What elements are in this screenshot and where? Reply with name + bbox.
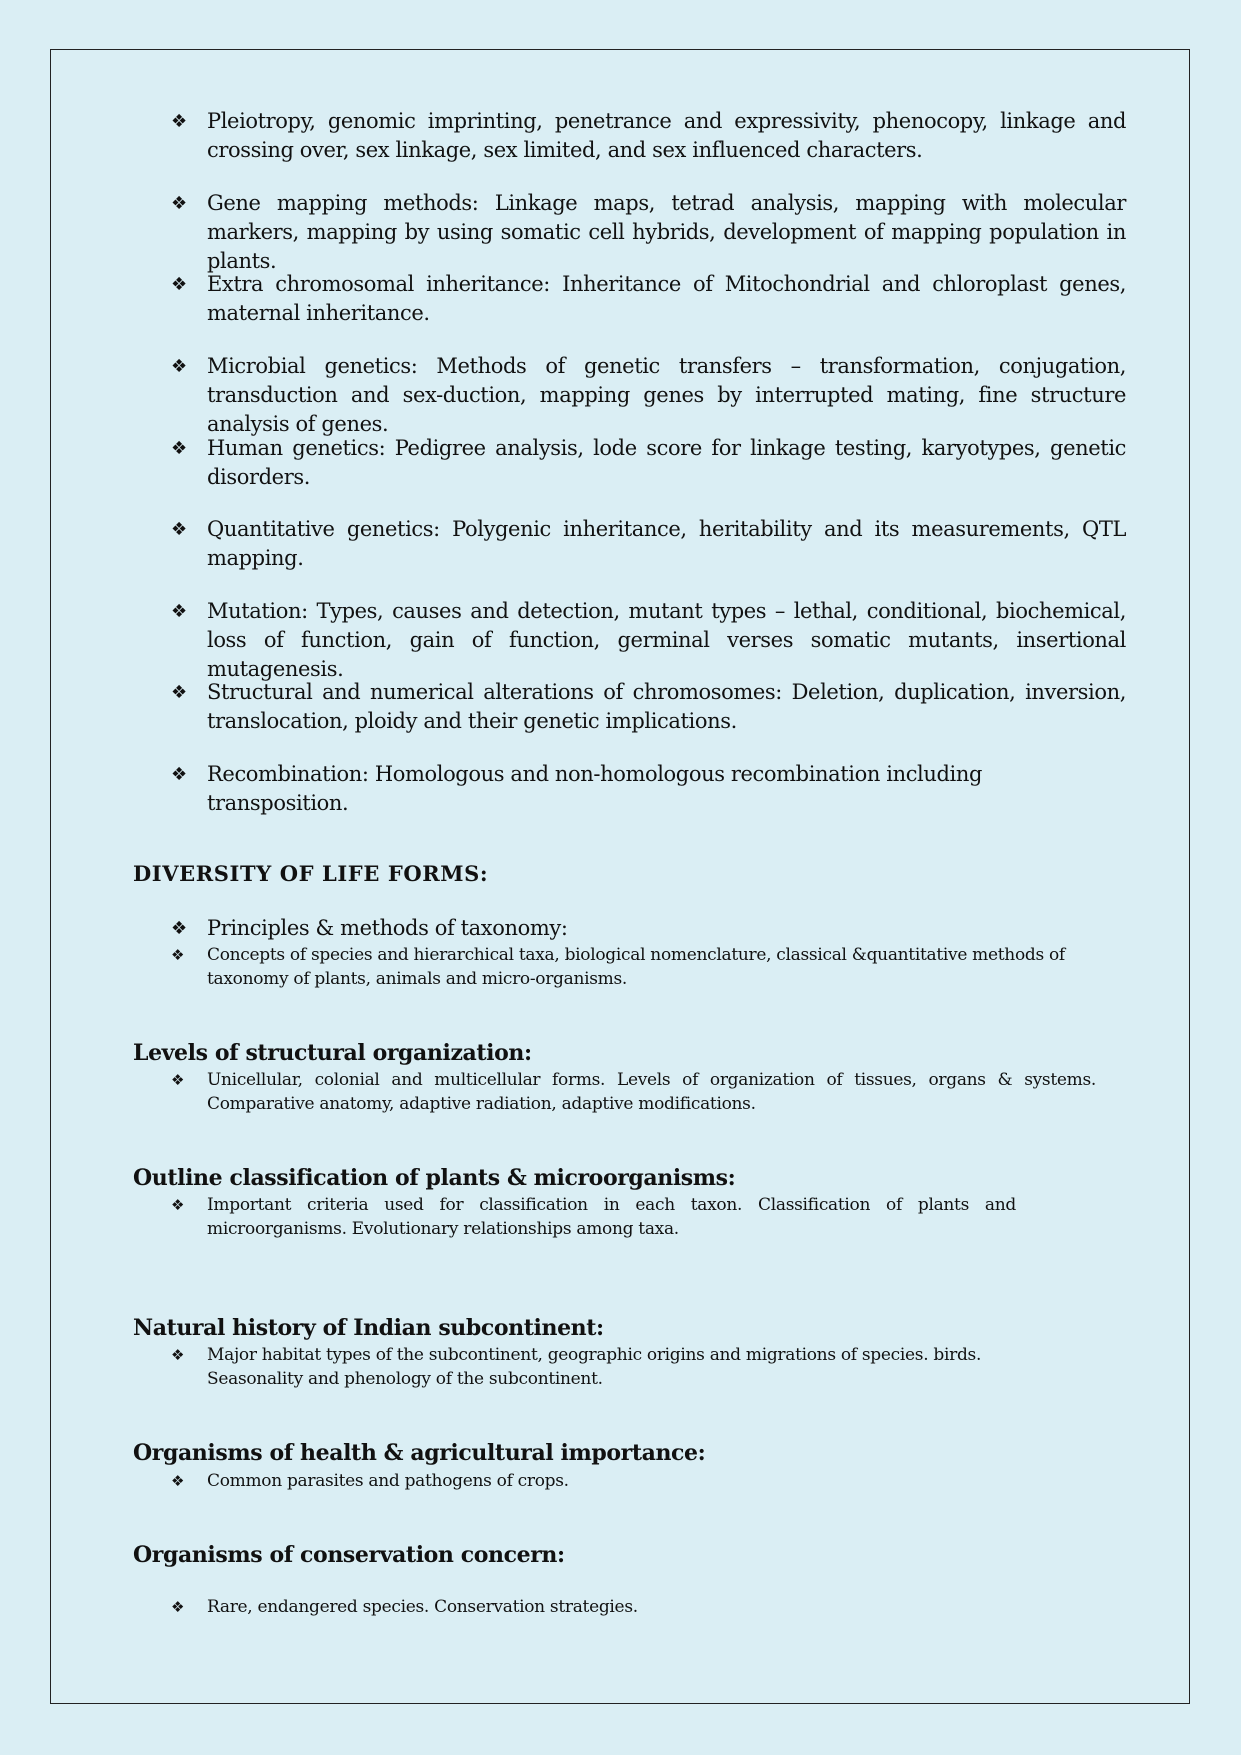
list-item-text: Extra chromosomal inheritance: Inheritance of Mitochondrial and chloroplast genes, maternal inheritance.	[207, 272, 1126, 325]
list-item-extra-chromosomal	[171, 270, 1126, 328]
list-item-text: Major habitat types of the subcontinent, geographic origins and migrations of species. birds. Seasonality and phenology of the subcontinent.	[207, 1345, 982, 1389]
list-item-text: Structural and numerical alterations of chromosomes: Deletion, duplication, inversion, translocation, ploidy and their genetic implications.	[207, 680, 1126, 733]
list-item-gene-mapping	[171, 189, 1126, 276]
list-item-text: Mutation: Types, causes and detection, mutant types – lethal, conditional, biochemical, loss of function, gain of function, germinal verses somatic mutants, insertional mutagenesis.	[207, 599, 1126, 681]
diamond-bullet-icon: ❖	[171, 274, 187, 295]
section-heading-levels: Levels of structural organization:	[133, 1040, 532, 1066]
diamond-bullet-icon: ❖	[171, 918, 187, 939]
list-item-text: Rare, endangered species. Conservation strategies.	[207, 1597, 638, 1617]
list-item-species-concepts	[171, 943, 1071, 991]
diamond-bullet-icon: ❖	[171, 764, 187, 785]
diamond-bullet-icon: ❖	[171, 111, 187, 132]
list-item-text: Recombination: Homologous and non-homologous recombination including transposition.	[207, 762, 983, 815]
diamond-bullet-icon: ❖	[171, 601, 187, 622]
diamond-bullet-icon: ❖	[171, 1071, 185, 1089]
list-item-recombination	[171, 760, 1126, 818]
list-item-text: Concepts of species and hierarchical taxa, biological nomenclature, classical &quantitative methods of taxonomy of plants, animals and micro-organisms.	[207, 945, 1065, 989]
list-item-text: Human genetics: Pedigree analysis, lode score for linkage testing, karyotypes, genetic disorders.	[207, 436, 1126, 489]
list-item-mutation	[171, 597, 1126, 684]
list-item-text: Principles & methods of taxonomy:	[207, 916, 568, 940]
diamond-bullet-icon: ❖	[171, 682, 187, 703]
list-item-endangered-species	[171, 1595, 1071, 1619]
list-item-human-genetics	[171, 434, 1126, 492]
diamond-bullet-icon: ❖	[171, 1598, 185, 1616]
diamond-bullet-icon: ❖	[171, 519, 187, 540]
diamond-bullet-icon: ❖	[171, 356, 187, 377]
diamond-bullet-icon: ❖	[171, 1346, 185, 1364]
list-item-text: Pleiotropy, genomic imprinting, penetrance and expressivity, phenocopy, linkage and crossing over, sex linkage, sex limited, and sex influenced characters.	[207, 109, 1126, 162]
list-item-classification-criteria	[171, 1193, 1016, 1241]
list-item-microbial-genetics	[171, 352, 1126, 439]
list-item-text: Unicellular, colonial and multicellular forms. Levels of organization of tissues, organs & systems. Comparative anatomy, adaptive radiation, adaptive modifications.	[207, 1070, 1096, 1114]
list-item-text: Important criteria used for classification in each taxon. Classification of plants and microorganisms. Evolutionary relationships among taxa.	[207, 1195, 1016, 1239]
list-item-parasites	[171, 1469, 1071, 1493]
list-item-chromosome-alterations	[171, 678, 1126, 736]
list-item-unicellular-forms	[171, 1068, 1096, 1116]
diamond-bullet-icon: ❖	[171, 193, 187, 214]
list-item-text: Microbial genetics: Methods of genetic transfers – transformation, conjugation, transduction and sex-duction, mapping genes by interrupted mating, fine structure analysis of genes.	[207, 354, 1126, 436]
diamond-bullet-icon: ❖	[171, 1196, 185, 1214]
list-item-text: Quantitative genetics: Polygenic inheritance, heritability and its measurements, QTL mapping.	[207, 517, 1126, 570]
list-item-text: Common parasites and pathogens of crops.	[207, 1471, 569, 1491]
diamond-bullet-icon: ❖	[171, 1472, 185, 1490]
list-item-habitat-types	[171, 1343, 1011, 1391]
diamond-bullet-icon: ❖	[171, 438, 187, 459]
list-item-pleiotropy	[171, 107, 1126, 165]
section-heading-conservation: Organisms of conservation concern:	[133, 1542, 565, 1568]
list-item-quantitative-genetics	[171, 515, 1126, 573]
section-heading-diversity: DIVERSITY OF LIFE FORMS:	[133, 861, 489, 886]
section-heading-natural-history: Natural history of Indian subcontinent:	[133, 1315, 604, 1341]
section-heading-health-agriculture: Organisms of health & agricultural importance:	[133, 1440, 706, 1466]
section-heading-outline-classification: Outline classification of plants & microorganisms:	[133, 1165, 736, 1191]
list-item-text: Gene mapping methods: Linkage maps, tetrad analysis, mapping with molecular markers, mapping by using somatic cell hybrids, development of mapping population in plants.	[207, 191, 1126, 273]
diamond-bullet-icon: ❖	[171, 946, 185, 964]
list-item-taxonomy-principles	[171, 914, 1126, 943]
